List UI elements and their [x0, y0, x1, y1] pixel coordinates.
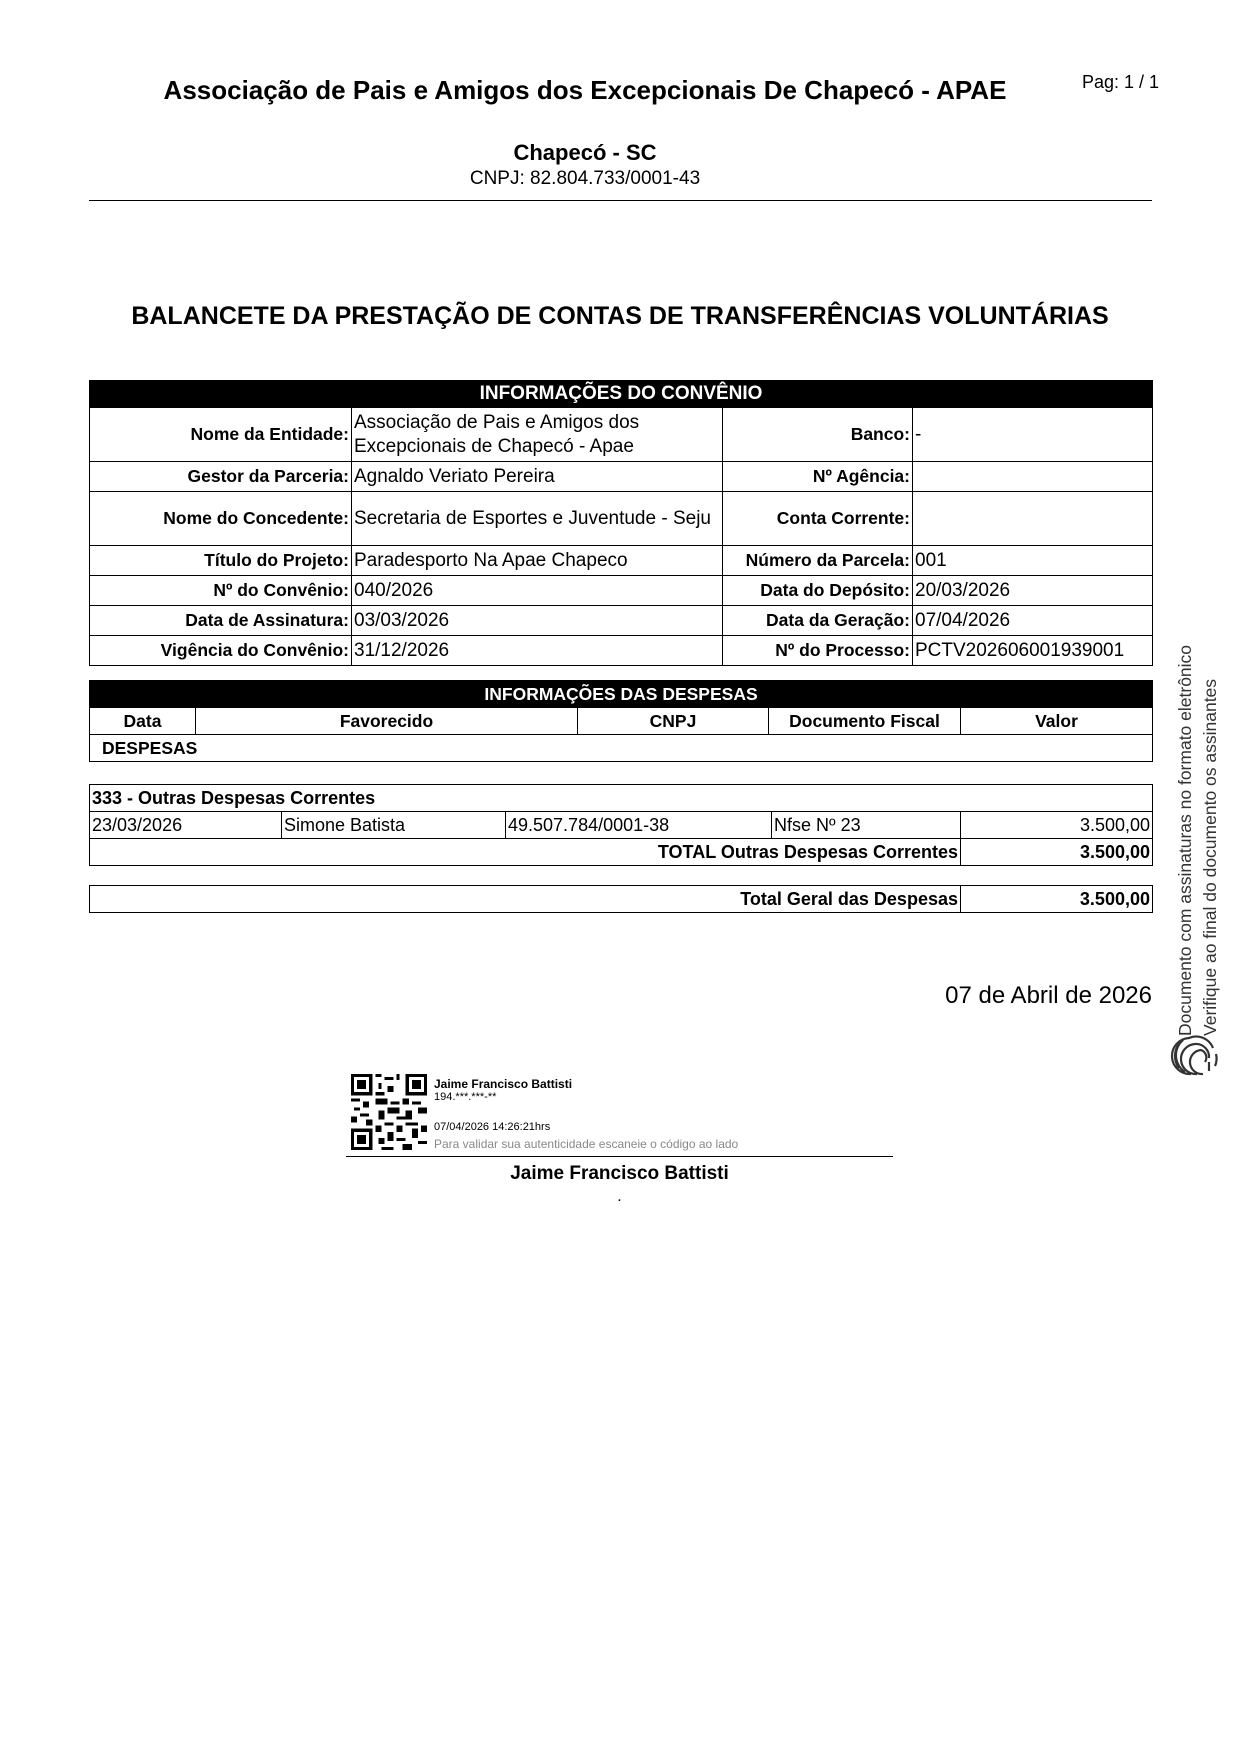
label-titulo-projeto: Título do Projeto: — [90, 546, 352, 576]
signature-line — [346, 1156, 893, 1157]
label-banco: Banco: — [723, 408, 913, 462]
document-date: 07 de Abril de 2026 — [945, 982, 1152, 1009]
label-agencia: Nº Agência: — [723, 462, 913, 492]
item-valor: 3.500,00 — [961, 812, 1153, 839]
column-header-documento: Documento Fiscal — [769, 708, 961, 735]
despesas-section-header: INFORMAÇÕES DAS DESPESAS — [90, 681, 1153, 708]
stamp-line-2: Verifique ao final do documento os assinantes — [1200, 678, 1220, 1036]
item-cnpj: 49.507.784/0001-38 — [506, 812, 772, 839]
label-data-geracao: Data da Geração: — [723, 606, 913, 636]
signer-name: Jaime Francisco Battisti — [510, 1163, 729, 1184]
value-conta-corrente — [913, 492, 1153, 546]
convenio-section-header: INFORMAÇÕES DO CONVÊNIO — [90, 381, 1153, 408]
label-nome-entidade: Nome da Entidade: — [90, 408, 352, 462]
grand-total-value: 3.500,00 — [961, 886, 1153, 913]
despesas-group-label: DESPESAS — [90, 735, 1153, 762]
fingerprint-icon — [1172, 1036, 1217, 1074]
value-nome-entidade: Associação de Pais e Amigos dos Excepcionais de Chapecó - Apae — [352, 408, 723, 462]
grand-total-table — [89, 885, 1153, 913]
value-concedente: Secretaria de Esportes e Juventude - Seju — [352, 492, 723, 546]
label-vigencia: Vigência do Convênio: — [90, 636, 352, 666]
value-banco: - — [913, 408, 1153, 462]
value-agencia — [913, 462, 1153, 492]
signer-cpf: 194.***.***-** — [434, 1091, 497, 1103]
despesas-header-table — [89, 680, 1153, 762]
signature-validation-note: Para validar sua autenticidade escaneie o código ao lado — [434, 1137, 739, 1151]
qr-code-icon — [351, 1074, 427, 1150]
table-row — [90, 812, 1153, 839]
stamp-line-1: Documento com assinaturas no formato eletrônico — [1175, 644, 1195, 1036]
item-data: 23/03/2026 — [90, 812, 282, 839]
category-label: 333 - Outras Despesas Correntes — [90, 785, 1153, 812]
label-gestor: Gestor da Parceria: — [90, 462, 352, 492]
report-title: BALANCETE DA PRESTAÇÃO DE CONTAS DE TRANSFERÊNCIAS VOLUNTÁRIAS — [131, 302, 1109, 330]
column-header-valor: Valor — [961, 708, 1153, 735]
organization-cnpj: CNPJ: 82.804.733/0001-43 — [469, 168, 701, 189]
column-header-favorecido: Favorecido — [196, 708, 578, 735]
label-numero-processo: Nº do Processo: — [723, 636, 913, 666]
convenio-info-table — [89, 380, 1153, 666]
category-total-label: TOTAL Outras Despesas Correntes — [90, 839, 961, 866]
organization-name: Associação de Pais e Amigos dos Excepcionais De Chapecó - APAE — [163, 75, 1007, 105]
label-data-deposito: Data do Depósito: — [723, 576, 913, 606]
value-vigencia: 31/12/2026 — [352, 636, 723, 666]
column-header-cnpj: CNPJ — [578, 708, 769, 735]
item-favorecido: Simone Batista — [282, 812, 506, 839]
value-data-assinatura: 03/03/2026 — [352, 606, 723, 636]
page-number: Pag: 1 / 1 — [1081, 72, 1159, 92]
label-data-assinatura: Data de Assinatura: — [90, 606, 352, 636]
item-documento: Nfse Nº 23 — [772, 812, 961, 839]
value-numero-parcela: 001 — [913, 546, 1153, 576]
value-data-deposito: 20/03/2026 — [913, 576, 1153, 606]
grand-total-label: Total Geral das Despesas — [90, 886, 961, 913]
electronic-signature-stamp — [1163, 598, 1237, 1078]
signature-timestamp: 07/04/2026 14:26:21hrs — [434, 1121, 551, 1133]
header-divider — [89, 200, 1152, 201]
value-titulo-projeto: Paradesporto Na Apae Chapeco — [352, 546, 723, 576]
value-numero-convenio: 040/2026 — [352, 576, 723, 606]
label-conta-corrente: Conta Corrente: — [723, 492, 913, 546]
value-data-geracao: 07/04/2026 — [913, 606, 1153, 636]
label-numero-parcela: Número da Parcela: — [723, 546, 913, 576]
category-table — [89, 784, 1153, 866]
organization-city: Chapecó - SC — [513, 140, 657, 165]
category-total-value: 3.500,00 — [961, 839, 1153, 866]
signature-dot: . — [617, 1188, 622, 1205]
signer-name-small: Jaime Francisco Battisti — [434, 1077, 573, 1091]
value-numero-processo: PCTV202606001939001 — [913, 636, 1153, 666]
column-header-data: Data — [90, 708, 196, 735]
value-gestor: Agnaldo Veriato Pereira — [352, 462, 723, 492]
label-numero-convenio: Nº do Convênio: — [90, 576, 352, 606]
label-concedente: Nome do Concedente: — [90, 492, 352, 546]
